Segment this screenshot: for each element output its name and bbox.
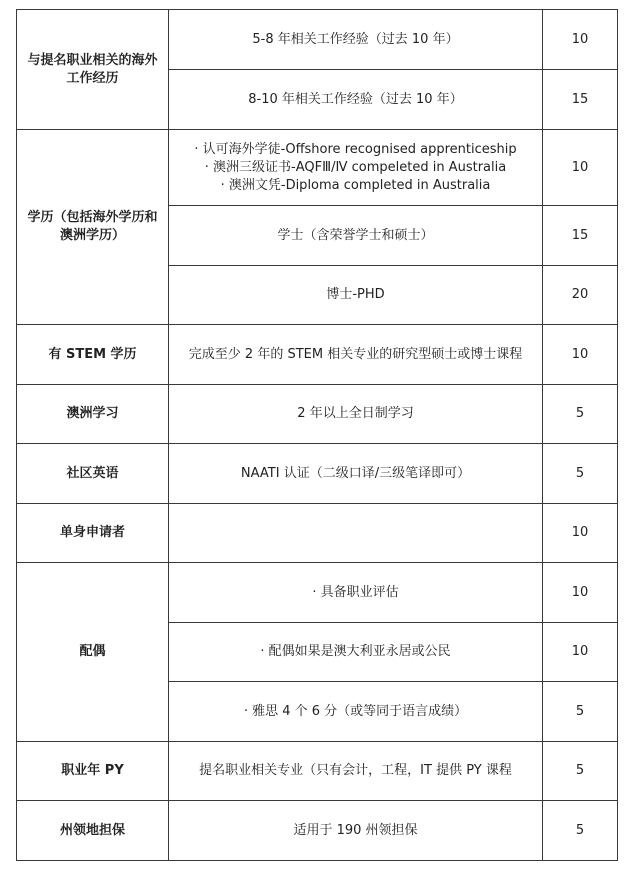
category-cell: 澳洲学习	[17, 385, 169, 444]
table-row	[17, 742, 618, 801]
category-cell: 配偶	[17, 563, 169, 742]
description-cell: · 配偶如果是澳大利亚永居或公民	[169, 623, 543, 682]
description-cell: 学士（含荣誉学士和硕士）	[169, 206, 543, 266]
description-cell: · 具备职业评估	[169, 563, 543, 623]
description-cell: 2 年以上全日制学习	[169, 385, 543, 444]
points-cell: 5	[543, 444, 618, 504]
table-row	[17, 504, 618, 563]
points-cell: 15	[543, 206, 618, 266]
category-cell: 职业年 PY	[17, 742, 169, 801]
points-cell: 20	[543, 266, 618, 325]
points-cell: 5	[543, 742, 618, 801]
category-cell: 社区英语	[17, 444, 169, 504]
table-row	[17, 130, 618, 206]
table-row	[17, 801, 618, 861]
points-cell: 10	[543, 563, 618, 623]
description-cell: 5-8 年相关工作经验（过去 10 年）	[169, 10, 543, 70]
table-row	[17, 444, 618, 504]
points-cell: 5	[543, 801, 618, 861]
points-cell: 10	[543, 325, 618, 385]
description-cell	[169, 504, 543, 563]
description-cell: 提名职业相关专业（只有会计，工程，IT 提供 PY 课程	[169, 742, 543, 801]
table-row	[17, 10, 618, 70]
points-cell: 10	[543, 623, 618, 682]
points-cell: 10	[543, 130, 618, 206]
description-cell	[169, 130, 543, 206]
description-line: · 澳洲三级证书-AQFⅢ/Ⅳ compeleted in Australia	[204, 159, 507, 175]
points-cell: 5	[543, 385, 618, 444]
points-cell: 10	[543, 10, 618, 70]
category-cell: 有 STEM 学历	[17, 325, 169, 385]
category-cell: 单身申请者	[17, 504, 169, 563]
category-cell: 与提名职业相关的海外工作经历	[17, 10, 169, 130]
description-line: · 认可海外学徒-Offshore recognised apprenticeship	[194, 141, 517, 157]
table-row	[17, 325, 618, 385]
category-cell: 学历（包括海外学历和澳洲学历）	[17, 130, 169, 325]
points-cell: 10	[543, 504, 618, 563]
description-cell: 完成至少 2 年的 STEM 相关专业的研究型硕士或博士课程	[169, 325, 543, 385]
category-cell: 州领地担保	[17, 801, 169, 861]
description-line: · 澳洲文凭-Diploma completed in Australia	[220, 177, 491, 193]
description-cell: 适用于 190 州领担保	[169, 801, 543, 861]
description-cell: 博士-PHD	[169, 266, 543, 325]
description-cell: · 雅思 4 个 6 分（或等同于语言成绩）	[169, 682, 543, 742]
description-cell: 8-10 年相关工作经验（过去 10 年）	[169, 70, 543, 130]
points-cell: 5	[543, 682, 618, 742]
table-row	[17, 563, 618, 623]
description-cell: NAATI 认证（二级口译/三级笔译即可）	[169, 444, 543, 504]
points-cell: 15	[543, 70, 618, 130]
table-row	[17, 385, 618, 444]
points-table	[16, 9, 618, 861]
